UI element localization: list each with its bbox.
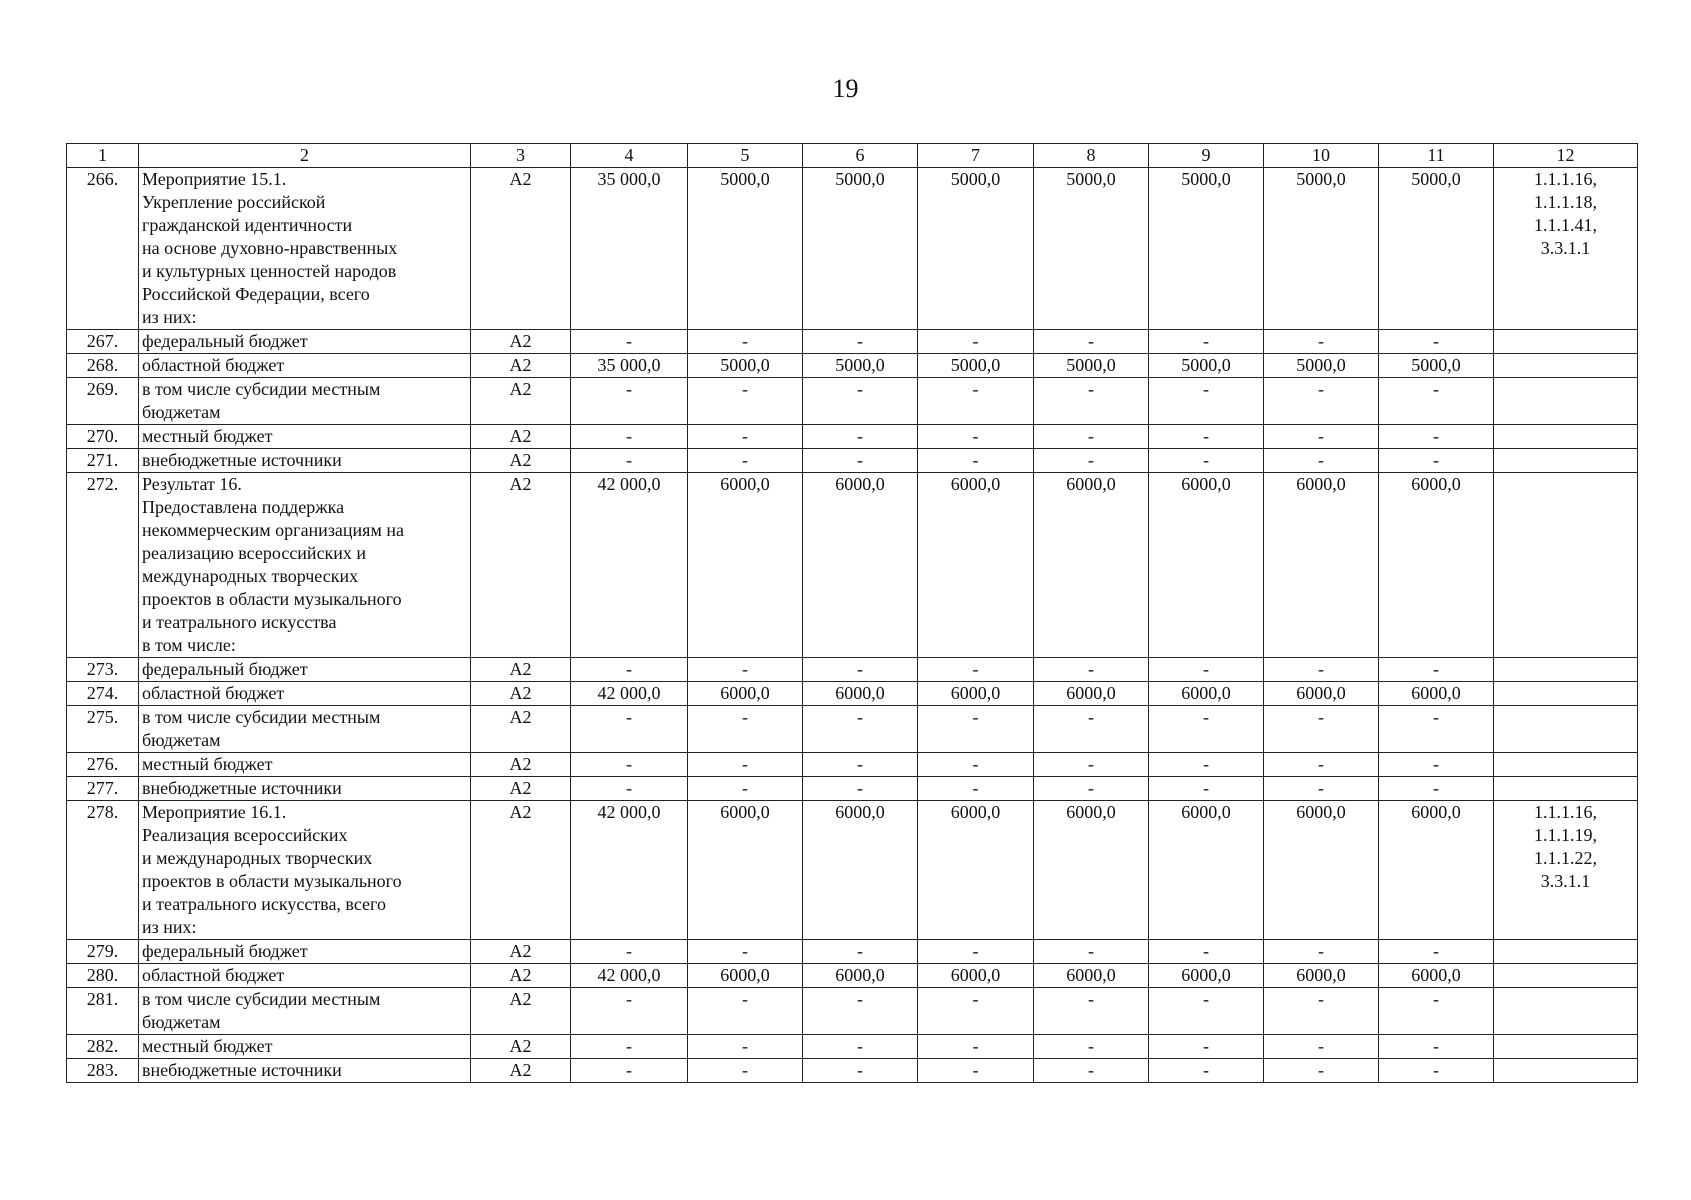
table-row bbox=[67, 706, 1638, 753]
row-value-cell: - bbox=[1149, 449, 1264, 473]
row-value-cell: - bbox=[803, 988, 918, 1035]
row-value-cell: - bbox=[1379, 1035, 1494, 1059]
row-value-cell: - bbox=[1149, 753, 1264, 777]
row-value-cell: 5000,0 bbox=[918, 168, 1034, 330]
row-value-cell: 6000,0 bbox=[1379, 682, 1494, 706]
row-value-cell: - bbox=[688, 658, 803, 682]
row-code-cell: А2 bbox=[471, 964, 571, 988]
row-value-cell: 6000,0 bbox=[1264, 682, 1379, 706]
row-number-cell: 275. bbox=[67, 706, 139, 753]
row-value-cell: - bbox=[803, 777, 918, 801]
row-value-cell: - bbox=[1149, 777, 1264, 801]
row-code-cell: А2 bbox=[471, 940, 571, 964]
header-cell: 10 bbox=[1264, 144, 1379, 168]
row-value-cell: 5000,0 bbox=[803, 354, 918, 378]
row-name-cell: федеральный бюджет bbox=[139, 658, 471, 682]
row-value-cell: - bbox=[1034, 777, 1149, 801]
row-value-cell: 6000,0 bbox=[688, 473, 803, 658]
table-row bbox=[67, 1035, 1638, 1059]
row-number-cell: 271. bbox=[67, 449, 139, 473]
row-code-cell: А2 bbox=[471, 473, 571, 658]
row-value-cell: - bbox=[803, 940, 918, 964]
row-value-cell: - bbox=[1379, 988, 1494, 1035]
row-value-cell: - bbox=[918, 1059, 1034, 1083]
table-row bbox=[67, 940, 1638, 964]
row-value-cell: 5000,0 bbox=[1264, 354, 1379, 378]
row-value-cell: - bbox=[571, 777, 688, 801]
table-row bbox=[67, 682, 1638, 706]
row-value-cell: - bbox=[918, 425, 1034, 449]
row-value-cell: 6000,0 bbox=[1149, 801, 1264, 940]
row-value-cell: - bbox=[571, 1035, 688, 1059]
row-value-cell: - bbox=[688, 425, 803, 449]
row-value-cell: 42 000,0 bbox=[571, 473, 688, 658]
row-value-cell: - bbox=[918, 378, 1034, 425]
table-row bbox=[67, 354, 1638, 378]
row-reference-cell bbox=[1494, 354, 1638, 378]
header-cell: 11 bbox=[1379, 144, 1494, 168]
row-value-cell: 35 000,0 bbox=[571, 168, 688, 330]
row-value-cell: - bbox=[1264, 378, 1379, 425]
row-value-cell: - bbox=[918, 658, 1034, 682]
row-value-cell: 5000,0 bbox=[1034, 354, 1149, 378]
row-code-cell: А2 bbox=[471, 801, 571, 940]
row-value-cell: - bbox=[1379, 378, 1494, 425]
row-value-cell: - bbox=[688, 378, 803, 425]
row-number-cell: 272. bbox=[67, 473, 139, 658]
row-reference-cell bbox=[1494, 706, 1638, 753]
row-value-cell: 6000,0 bbox=[803, 682, 918, 706]
row-value-cell: - bbox=[1264, 425, 1379, 449]
row-value-cell: 6000,0 bbox=[918, 964, 1034, 988]
row-value-cell: - bbox=[1034, 1035, 1149, 1059]
row-value-cell: 6000,0 bbox=[1034, 964, 1149, 988]
row-value-cell: 6000,0 bbox=[688, 682, 803, 706]
row-value-cell: 6000,0 bbox=[918, 682, 1034, 706]
row-value-cell: 6000,0 bbox=[803, 801, 918, 940]
row-name-cell: Результат 16. Предоставлена поддержка некоммерческим организациям на реализацию всероссийских и международных творческих проектов в области музыкального и театрального искусства в том числе: bbox=[139, 473, 471, 658]
row-reference-cell bbox=[1494, 378, 1638, 425]
row-value-cell: - bbox=[688, 753, 803, 777]
row-value-cell: 6000,0 bbox=[1379, 964, 1494, 988]
row-name-cell: областной бюджет bbox=[139, 682, 471, 706]
row-number-cell: 283. bbox=[67, 1059, 139, 1083]
row-value-cell: - bbox=[1149, 658, 1264, 682]
table-row bbox=[67, 964, 1638, 988]
row-value-cell: - bbox=[688, 706, 803, 753]
table-row bbox=[67, 330, 1638, 354]
row-value-cell: - bbox=[1264, 940, 1379, 964]
row-name-cell: местный бюджет bbox=[139, 753, 471, 777]
row-value-cell: - bbox=[1264, 753, 1379, 777]
row-value-cell: 5000,0 bbox=[1149, 168, 1264, 330]
row-name-cell: областной бюджет bbox=[139, 964, 471, 988]
row-number-cell: 276. bbox=[67, 753, 139, 777]
table-row bbox=[67, 473, 1638, 658]
row-value-cell: - bbox=[571, 425, 688, 449]
row-number-cell: 282. bbox=[67, 1035, 139, 1059]
row-value-cell: - bbox=[1034, 940, 1149, 964]
row-reference-cell bbox=[1494, 425, 1638, 449]
header-cell: 2 bbox=[139, 144, 471, 168]
row-value-cell: 5000,0 bbox=[1034, 168, 1149, 330]
row-value-cell: 6000,0 bbox=[1264, 801, 1379, 940]
row-number-cell: 281. bbox=[67, 988, 139, 1035]
row-name-cell: местный бюджет bbox=[139, 425, 471, 449]
row-reference-cell bbox=[1494, 473, 1638, 658]
row-code-cell: А2 bbox=[471, 753, 571, 777]
table-body bbox=[67, 168, 1638, 1083]
row-value-cell: - bbox=[1149, 425, 1264, 449]
table-row bbox=[67, 988, 1638, 1035]
row-code-cell: А2 bbox=[471, 354, 571, 378]
row-value-cell: - bbox=[1379, 753, 1494, 777]
row-reference-cell bbox=[1494, 964, 1638, 988]
row-name-cell: в том числе субсидии местным бюджетам bbox=[139, 988, 471, 1035]
row-value-cell: - bbox=[1379, 777, 1494, 801]
row-value-cell: - bbox=[571, 988, 688, 1035]
row-name-cell: внебюджетные источники bbox=[139, 777, 471, 801]
row-code-cell: А2 bbox=[471, 682, 571, 706]
row-value-cell: - bbox=[803, 330, 918, 354]
row-value-cell: - bbox=[688, 330, 803, 354]
header-cell: 3 bbox=[471, 144, 571, 168]
row-reference-cell: 1.1.1.16, 1.1.1.19, 1.1.1.22, 3.3.1.1 bbox=[1494, 801, 1638, 940]
row-value-cell: - bbox=[1264, 706, 1379, 753]
row-value-cell: - bbox=[688, 940, 803, 964]
row-value-cell: 6000,0 bbox=[1264, 964, 1379, 988]
row-value-cell: - bbox=[803, 378, 918, 425]
row-number-cell: 278. bbox=[67, 801, 139, 940]
row-number-cell: 273. bbox=[67, 658, 139, 682]
row-value-cell: - bbox=[803, 449, 918, 473]
header-cell: 8 bbox=[1034, 144, 1149, 168]
page-number: 19 bbox=[832, 74, 859, 103]
row-name-cell: федеральный бюджет bbox=[139, 330, 471, 354]
row-value-cell: 6000,0 bbox=[803, 473, 918, 658]
row-value-cell: 5000,0 bbox=[1264, 168, 1379, 330]
row-reference-cell bbox=[1494, 777, 1638, 801]
row-value-cell: - bbox=[803, 425, 918, 449]
row-value-cell: 42 000,0 bbox=[571, 964, 688, 988]
row-value-cell: - bbox=[1034, 378, 1149, 425]
row-number-cell: 277. bbox=[67, 777, 139, 801]
row-value-cell: - bbox=[1379, 658, 1494, 682]
row-value-cell: - bbox=[1034, 988, 1149, 1035]
row-value-cell: - bbox=[1264, 988, 1379, 1035]
row-value-cell: 6000,0 bbox=[918, 801, 1034, 940]
row-value-cell: 6000,0 bbox=[1034, 801, 1149, 940]
row-reference-cell bbox=[1494, 1035, 1638, 1059]
row-value-cell: 6000,0 bbox=[1149, 682, 1264, 706]
row-code-cell: А2 bbox=[471, 449, 571, 473]
row-value-cell: - bbox=[1149, 330, 1264, 354]
row-value-cell: - bbox=[688, 988, 803, 1035]
row-value-cell: - bbox=[1264, 1059, 1379, 1083]
row-value-cell: - bbox=[1034, 425, 1149, 449]
row-value-cell: 5000,0 bbox=[918, 354, 1034, 378]
header-row bbox=[67, 144, 1638, 168]
row-value-cell: - bbox=[1149, 988, 1264, 1035]
row-value-cell: - bbox=[571, 658, 688, 682]
row-value-cell: 5000,0 bbox=[1379, 168, 1494, 330]
header-cell: 12 bbox=[1494, 144, 1638, 168]
row-number-cell: 268. bbox=[67, 354, 139, 378]
row-code-cell: А2 bbox=[471, 988, 571, 1035]
row-reference-cell bbox=[1494, 988, 1638, 1035]
row-code-cell: А2 bbox=[471, 658, 571, 682]
row-name-cell: внебюджетные источники bbox=[139, 449, 471, 473]
row-code-cell: А2 bbox=[471, 330, 571, 354]
row-name-cell: Мероприятие 16.1. Реализация всероссийских и международных творческих проектов в области музыкального и театрального искусства, всего из них: bbox=[139, 801, 471, 940]
row-value-cell: - bbox=[571, 753, 688, 777]
table-row bbox=[67, 658, 1638, 682]
row-value-cell: - bbox=[1379, 940, 1494, 964]
row-value-cell: 6000,0 bbox=[1149, 473, 1264, 658]
header-cell: 5 bbox=[688, 144, 803, 168]
row-value-cell: - bbox=[918, 449, 1034, 473]
row-reference-cell bbox=[1494, 753, 1638, 777]
row-value-cell: - bbox=[803, 658, 918, 682]
row-code-cell: А2 bbox=[471, 777, 571, 801]
row-value-cell: - bbox=[1379, 330, 1494, 354]
row-name-cell: внебюджетные источники bbox=[139, 1059, 471, 1083]
row-value-cell: - bbox=[1264, 449, 1379, 473]
row-value-cell: - bbox=[1149, 940, 1264, 964]
row-value-cell: 42 000,0 bbox=[571, 682, 688, 706]
row-value-cell: 6000,0 bbox=[1034, 473, 1149, 658]
row-name-cell: Мероприятие 15.1. Укрепление российской гражданской идентичности на основе духовно-нравственных и культурных ценностей народов Российской Федерации, всего из них: bbox=[139, 168, 471, 330]
row-reference-cell bbox=[1494, 449, 1638, 473]
row-name-cell: в том числе субсидии местным бюджетам bbox=[139, 706, 471, 753]
row-reference-cell bbox=[1494, 1059, 1638, 1083]
row-code-cell: А2 bbox=[471, 1035, 571, 1059]
row-value-cell: 35 000,0 bbox=[571, 354, 688, 378]
row-value-cell: - bbox=[1379, 425, 1494, 449]
header-cell: 9 bbox=[1149, 144, 1264, 168]
row-value-cell: 6000,0 bbox=[1379, 473, 1494, 658]
row-value-cell: - bbox=[918, 706, 1034, 753]
row-value-cell: 5000,0 bbox=[803, 168, 918, 330]
row-value-cell: - bbox=[918, 777, 1034, 801]
row-value-cell: - bbox=[571, 330, 688, 354]
row-reference-cell bbox=[1494, 330, 1638, 354]
row-code-cell: А2 bbox=[471, 378, 571, 425]
row-value-cell: 5000,0 bbox=[688, 354, 803, 378]
row-reference-cell bbox=[1494, 940, 1638, 964]
row-value-cell: 5000,0 bbox=[1379, 354, 1494, 378]
budget-table bbox=[66, 143, 1638, 1083]
row-name-cell: местный бюджет bbox=[139, 1035, 471, 1059]
row-number-cell: 280. bbox=[67, 964, 139, 988]
row-value-cell: - bbox=[1379, 706, 1494, 753]
row-name-cell: в том числе субсидии местным бюджетам bbox=[139, 378, 471, 425]
row-value-cell: - bbox=[1034, 330, 1149, 354]
row-value-cell: - bbox=[1149, 706, 1264, 753]
row-reference-cell bbox=[1494, 682, 1638, 706]
row-number-cell: 279. bbox=[67, 940, 139, 964]
row-number-cell: 270. bbox=[67, 425, 139, 449]
row-value-cell: 5000,0 bbox=[688, 168, 803, 330]
row-value-cell: - bbox=[688, 449, 803, 473]
row-value-cell: 5000,0 bbox=[1149, 354, 1264, 378]
row-number-cell: 267. bbox=[67, 330, 139, 354]
row-code-cell: А2 bbox=[471, 1059, 571, 1083]
row-value-cell: - bbox=[918, 753, 1034, 777]
row-value-cell: - bbox=[1034, 658, 1149, 682]
row-number-cell: 269. bbox=[67, 378, 139, 425]
row-value-cell: - bbox=[918, 330, 1034, 354]
row-code-cell: А2 bbox=[471, 706, 571, 753]
row-value-cell: 6000,0 bbox=[918, 473, 1034, 658]
table-row bbox=[67, 1059, 1638, 1083]
row-value-cell: - bbox=[571, 1059, 688, 1083]
row-value-cell: - bbox=[803, 706, 918, 753]
row-value-cell: - bbox=[688, 1035, 803, 1059]
table-row bbox=[67, 801, 1638, 940]
row-value-cell: - bbox=[571, 940, 688, 964]
row-code-cell: А2 bbox=[471, 425, 571, 449]
row-name-cell: федеральный бюджет bbox=[139, 940, 471, 964]
table-row bbox=[67, 449, 1638, 473]
header-cell: 7 bbox=[918, 144, 1034, 168]
row-value-cell: 6000,0 bbox=[803, 964, 918, 988]
row-value-cell: - bbox=[1379, 449, 1494, 473]
row-value-cell: - bbox=[571, 378, 688, 425]
row-reference-cell bbox=[1494, 658, 1638, 682]
row-code-cell: А2 bbox=[471, 168, 571, 330]
row-value-cell: - bbox=[1034, 753, 1149, 777]
row-value-cell: 6000,0 bbox=[1379, 801, 1494, 940]
row-value-cell: - bbox=[571, 449, 688, 473]
row-value-cell: - bbox=[1264, 330, 1379, 354]
row-value-cell: - bbox=[1379, 1059, 1494, 1083]
table-row bbox=[67, 168, 1638, 330]
header-cell: 6 bbox=[803, 144, 918, 168]
header-cell: 4 bbox=[571, 144, 688, 168]
row-name-cell: областной бюджет bbox=[139, 354, 471, 378]
row-value-cell: - bbox=[1034, 1059, 1149, 1083]
row-value-cell: - bbox=[571, 706, 688, 753]
row-value-cell: - bbox=[803, 1035, 918, 1059]
row-number-cell: 274. bbox=[67, 682, 139, 706]
row-value-cell: - bbox=[1149, 378, 1264, 425]
row-value-cell: - bbox=[1149, 1059, 1264, 1083]
row-value-cell: - bbox=[1034, 449, 1149, 473]
row-value-cell: - bbox=[918, 940, 1034, 964]
row-value-cell: - bbox=[688, 1059, 803, 1083]
row-value-cell: 6000,0 bbox=[1034, 682, 1149, 706]
table-row bbox=[67, 378, 1638, 425]
row-value-cell: - bbox=[688, 777, 803, 801]
row-value-cell: - bbox=[1264, 1035, 1379, 1059]
row-reference-cell: 1.1.1.16, 1.1.1.18, 1.1.1.41, 3.3.1.1 bbox=[1494, 168, 1638, 330]
row-value-cell: - bbox=[1264, 658, 1379, 682]
row-value-cell: - bbox=[918, 1035, 1034, 1059]
row-value-cell: 6000,0 bbox=[1264, 473, 1379, 658]
row-number-cell: 266. bbox=[67, 168, 139, 330]
table-row bbox=[67, 753, 1638, 777]
table-row bbox=[67, 425, 1638, 449]
row-value-cell: - bbox=[1149, 1035, 1264, 1059]
row-value-cell: - bbox=[803, 1059, 918, 1083]
row-value-cell: - bbox=[1264, 777, 1379, 801]
row-value-cell: 6000,0 bbox=[1149, 964, 1264, 988]
row-value-cell: - bbox=[803, 753, 918, 777]
header-cell: 1 bbox=[67, 144, 139, 168]
row-value-cell: - bbox=[1034, 706, 1149, 753]
row-value-cell: 42 000,0 bbox=[571, 801, 688, 940]
row-value-cell: 6000,0 bbox=[688, 964, 803, 988]
row-value-cell: 6000,0 bbox=[688, 801, 803, 940]
row-value-cell: - bbox=[918, 988, 1034, 1035]
table-row bbox=[67, 777, 1638, 801]
